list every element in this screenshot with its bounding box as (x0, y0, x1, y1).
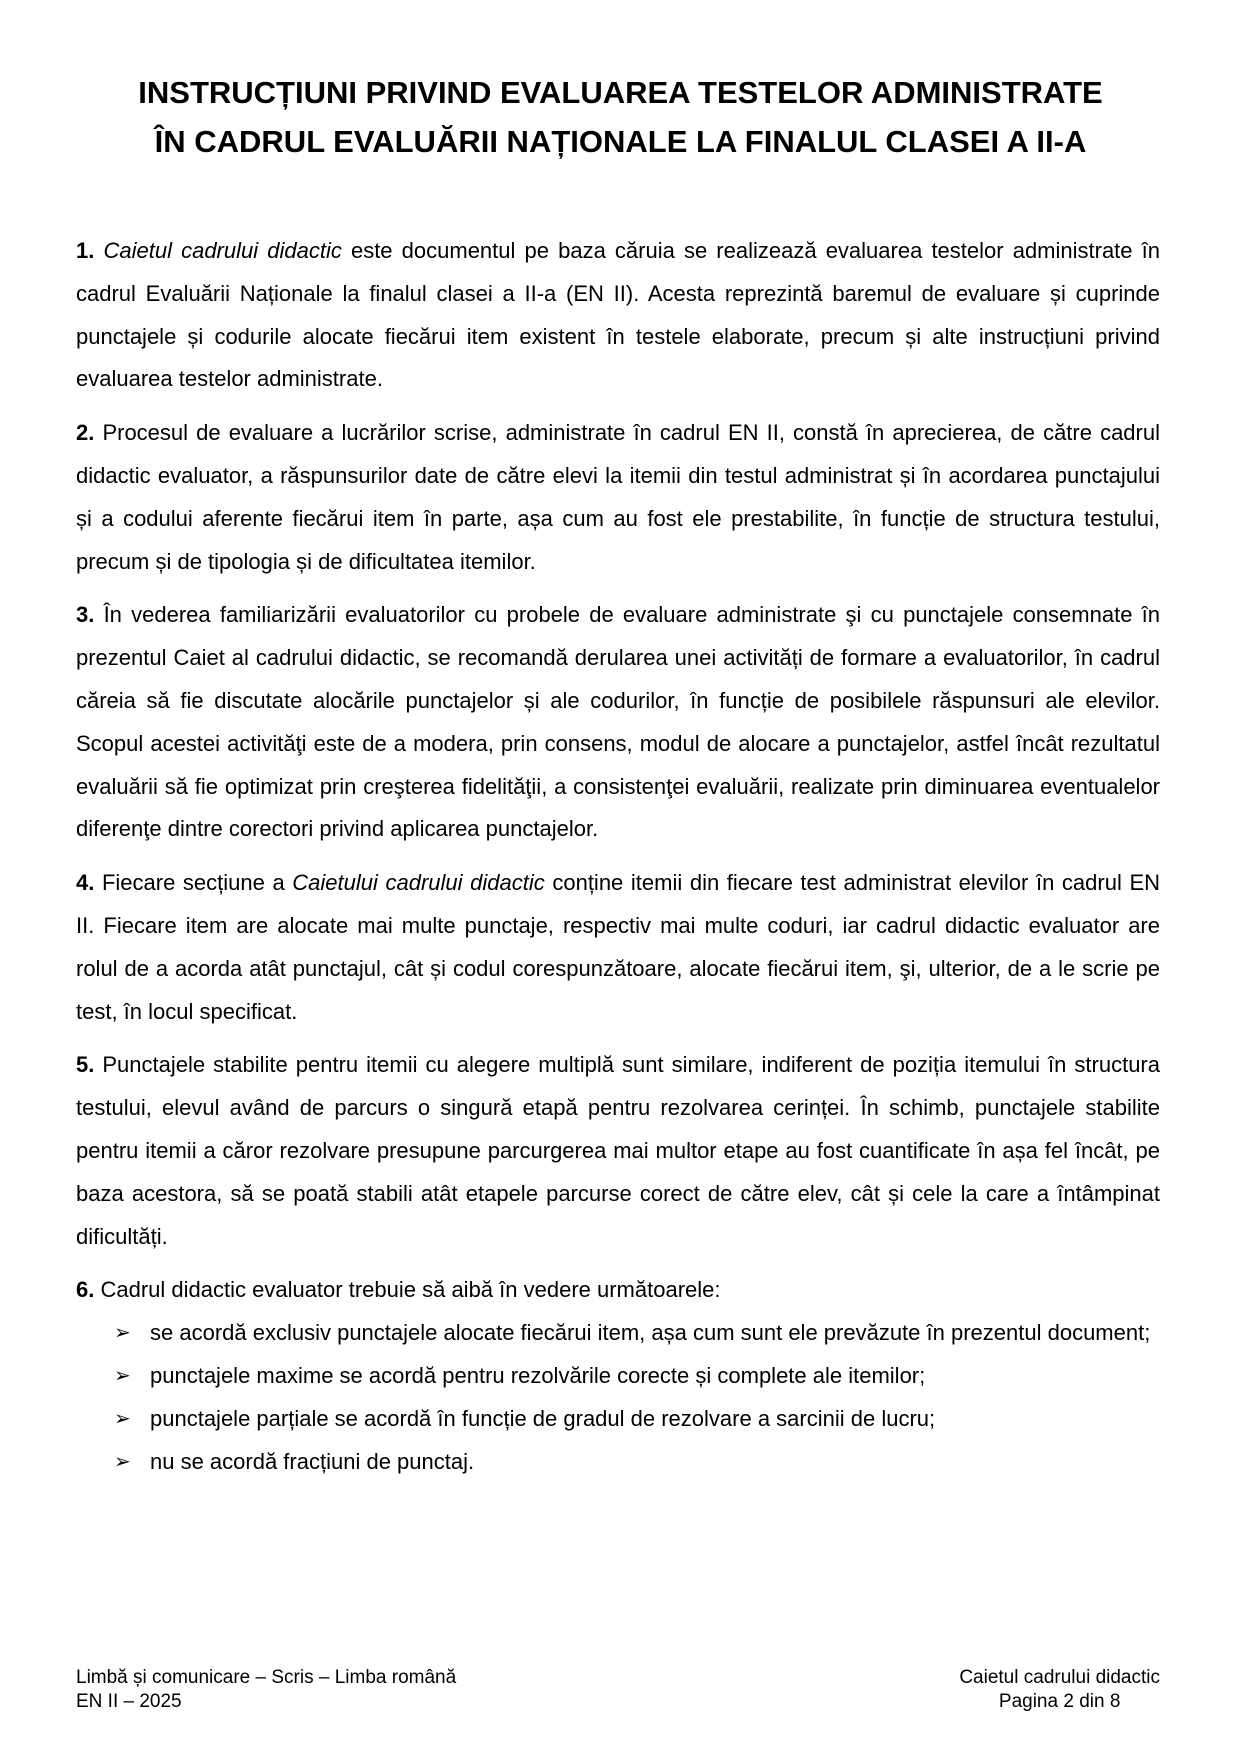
paragraph-number: 2. (76, 420, 95, 446)
paragraph-text: este documentul pe baza căruia se realizează evaluarea testelor administrate în cadrul Evaluării Naționale la finalul clasei a II-a (EN II). Acesta reprezintă baremul de evaluare și cuprinde punctajele și codurile alocate fiecărui item existent în testele elaborate, precum și alte instrucțiuni privind evaluarea testelor administrate. (76, 238, 1160, 392)
paragraph-number: 3. (76, 602, 95, 628)
paragraph-4 (76, 862, 1160, 1033)
footer-subject: Limbă și comunicare – Scris – Limba română (76, 1667, 457, 1688)
list-item (76, 1355, 1160, 1398)
footer-left (76, 1666, 456, 1714)
paragraph-number: 5. (76, 1052, 95, 1078)
list-item-text: punctajele maxime se acordă pentru rezolvările corecte și complete ale itemilor; (150, 1362, 926, 1388)
document-body (76, 230, 1160, 1483)
list-item (76, 1441, 1160, 1484)
footer-document-name: Caietul cadrului didactic (959, 1667, 1160, 1688)
footer-page-number: Pagina 2 din 8 (998, 1691, 1121, 1712)
title-line-2: ÎN CADRUL EVALUĂRII NAȚIONALE LA FINALUL CLASEI A II-A (154, 124, 1087, 159)
paragraph-1 (76, 230, 1160, 401)
paragraph-2 (76, 412, 1160, 583)
paragraph-text: Cadrul didactic evaluator trebuie să aibă în vedere următoarele: (94, 1277, 721, 1303)
emphasis-text: Caietului cadrului didactic (292, 870, 545, 896)
paragraph-text: conține itemii din fiecare test administrat elevilor în cadrul EN II. Fiecare item are alocate mai multe punctaje, respectiv mai multe coduri, iar cadrul didactic evaluator are rolul de a acorda atât punctajul, cât și codul corespunzătoare, alocate fiecărui item, şi, ulterior, de a le scrie pe test, în locul specificat. (76, 870, 1161, 1024)
arrow-bullet-icon: ➢ (114, 1322, 131, 1345)
list-item (76, 1312, 1160, 1355)
paragraph-text: Punctajele stabilite pentru itemii cu alegere multiplă sunt similare, indiferent de poziția itemului în structura testului, elevul având de parcurs o singură etapă pentru rezolvarea cerinței. În schimb, punctajele stabilite pentru itemii a căror rezolvare presupune parcurgerea mai multor etape au fost cuantificate în așa fel încât, pe baza acestora, să se poată stabili atât etapele parcurse corect de către elev, cât și cele la care a întâmpinat dificultăți. (76, 1052, 1160, 1249)
paragraph-number: 1. (76, 238, 95, 263)
list-item (76, 1398, 1160, 1441)
list-item-text: se acordă exclusiv punctajele alocate fiecărui item, așa cum sunt ele prevăzute în prezentul document; (150, 1320, 1151, 1346)
list-item-text: punctajele parțiale se acordă în funcție de gradul de rezolvare a sarcinii de lucru; (150, 1405, 936, 1431)
arrow-bullet-icon: ➢ (114, 1364, 131, 1387)
paragraph-text-pre: Fiecare secțiune a (94, 870, 293, 896)
paragraph-text: În vederea familiarizării evaluatorilor cu probele de evaluare administrate şi cu punctajele consemnate în prezentul Caiet al cadrului didactic, se recomandă derularea unei activități de formare a evaluatorilor, în cadrul căreia să fie discutate alocările punctajelor și ale codurilor, în funcție de posibilele răspunsuri ale elevilor. Scopul acestei activităţi este de a modera, prin consens, modul de alocare a punctajelor, astfel încât rezultatul evaluării să fie optimizat prin creşterea fidelităţii, a consistenţei evaluării, realizate prin diminuarea eventualelor diferenţe dintre corectori privind aplicarea punctajelor. (76, 602, 1160, 842)
footer-right (959, 1666, 1160, 1714)
paragraph-3 (76, 594, 1160, 851)
emphasis-text: Caietul cadrului didactic (103, 238, 342, 263)
arrow-bullet-icon: ➢ (114, 1407, 131, 1430)
paragraph-6 (76, 1269, 1160, 1312)
footer-exam: EN II – 2025 (76, 1691, 182, 1712)
instruction-list (76, 1312, 1160, 1483)
paragraph-number: 4. (76, 870, 95, 896)
paragraph-number: 6. (76, 1277, 95, 1303)
list-item-text: nu se acordă fracțiuni de punctaj. (150, 1448, 475, 1474)
title-line-1: INSTRUCȚIUNI PRIVIND EVALUAREA TESTELOR ADMINISTRATE (138, 75, 1103, 110)
page-title (70, 68, 1171, 166)
paragraph-5 (76, 1044, 1160, 1258)
arrow-bullet-icon: ➢ (114, 1450, 131, 1473)
paragraph-text: Procesul de evaluare a lucrărilor scrise, administrate în cadrul EN II, constă în aprecierea, de către cadrul didactic evaluator, a răspunsurilor date de către elevi la itemii din testul administrat și în acordarea punctajului și a codului aferente fiecărui item în parte, așa cum au fost ele prestabilite, în funcție de structura testului, precum și de tipologia și de dificultatea itemilor. (76, 420, 1160, 574)
